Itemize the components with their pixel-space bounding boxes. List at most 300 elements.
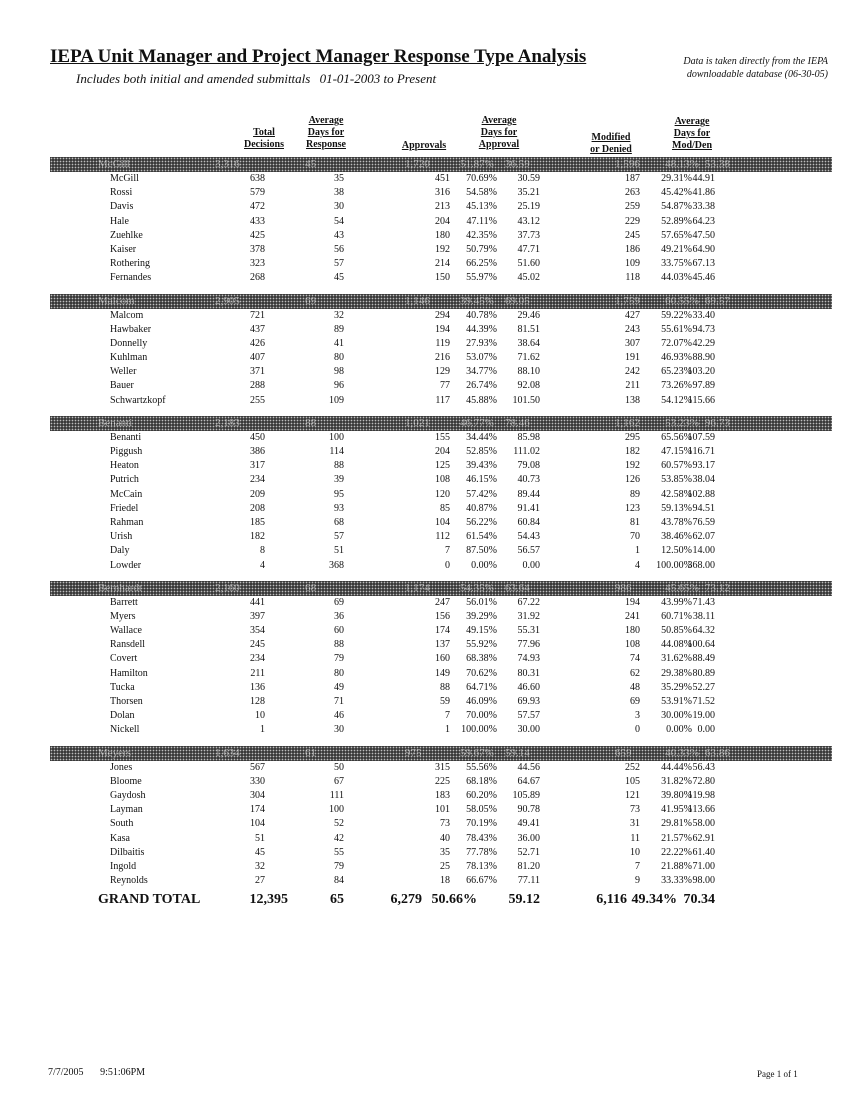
cell-modified-pct: 29.81% [661, 818, 692, 830]
table-row [50, 544, 832, 558]
cell-avg-days-response: 42 [334, 832, 344, 844]
cell-total-decisions: 437 [250, 323, 265, 335]
cell-avg-days-approval: 52.71 [517, 846, 540, 858]
cell-avg-days-mod-den: 71.43 [692, 596, 715, 608]
cell-modified-denied: 48 [630, 681, 640, 693]
cell-name: Jones [110, 761, 133, 773]
cell-approvals-pct: 53.07% [466, 352, 497, 364]
band-name: Benanti [98, 416, 133, 429]
cell-modified-pct: 60.57% [661, 460, 692, 472]
cell-total-decisions: 1 [260, 724, 265, 736]
cell-approvals: 316 [435, 187, 450, 199]
cell-avg-days-approval: 56.57 [517, 545, 540, 557]
table-row [50, 667, 832, 681]
data-source-note: Data is taken directly from the IEPA downloadable database (06-30-05) [683, 56, 828, 80]
cell-avg-days-mod-den: 107.59 [687, 431, 715, 443]
table-row [50, 596, 832, 610]
cell-total-decisions: 255 [250, 394, 265, 406]
cell-approvals-pct: 66.67% [466, 875, 497, 887]
cell-avg-days-mod-den: 62.07 [692, 531, 715, 543]
cell-avg-days-approval: 77.11 [517, 875, 540, 887]
cell-avg-days-response: 54 [334, 215, 344, 227]
band-name: Bernhardt [98, 581, 142, 594]
table-row [50, 516, 832, 530]
band-modified-denied: 1,162 [615, 416, 640, 429]
cell-modified-denied: 10 [630, 846, 640, 858]
band-avg-days-mod-den: 73.12 [705, 581, 730, 594]
cell-name: Hawbaker [110, 323, 152, 335]
cell-approvals: 88 [440, 681, 450, 693]
cell-name: Dilbaitis [110, 846, 145, 858]
cell-name: Bauer [110, 380, 134, 392]
cell-total-decisions: 317 [250, 460, 265, 472]
band-approvals-pct: 51.87% [460, 158, 494, 170]
cell-total-decisions: 268 [250, 272, 265, 284]
band-name: Meyers [98, 746, 131, 759]
cell-approvals-pct: 55.97% [466, 272, 497, 284]
cell-approvals: 18 [440, 875, 450, 887]
cell-modified-pct: 43.78% [661, 516, 692, 528]
cell-avg-days-mod-den: 67.13 [692, 258, 715, 270]
cell-approvals-pct: 61.54% [466, 531, 497, 543]
cell-name: Myers [110, 610, 136, 622]
cell-approvals: 7 [445, 545, 450, 557]
table-row [50, 832, 832, 846]
band-modified-pct: 48.13% [665, 158, 699, 170]
cell-modified-denied: 182 [625, 446, 640, 457]
table-row [50, 229, 832, 243]
cell-modified-pct: 54.12% [661, 394, 692, 406]
cell-modified-denied: 69 [630, 696, 640, 707]
cell-approvals-pct: 47.11% [466, 215, 497, 227]
cell-avg-days-response: 57 [334, 258, 344, 270]
band-avg-days-response: 45 [305, 158, 316, 170]
subtitle-scope: Includes both initial and amended submittals [76, 71, 311, 86]
cell-name: Reynolds [110, 875, 148, 887]
cell-avg-days-response: 46 [334, 710, 344, 722]
grand-total-modified: 6,116 [596, 892, 627, 907]
cell-modified-pct: 44.44% [661, 761, 692, 773]
cell-avg-days-response: 98 [334, 366, 344, 378]
cell-modified-pct: 29.38% [661, 667, 692, 679]
cell-avg-days-response: 88 [334, 639, 344, 651]
cell-approvals-pct: 34.77% [466, 366, 497, 378]
cell-name: McGill [110, 173, 139, 184]
cell-avg-days-approval: 30.59 [517, 173, 540, 184]
cell-name: Hale [110, 215, 129, 227]
cell-modified-pct: 53.85% [661, 474, 692, 486]
table-row [50, 323, 832, 337]
cell-modified-denied: 243 [625, 323, 640, 335]
table-row [50, 445, 832, 459]
cell-avg-days-mod-den: 14.00 [692, 545, 715, 557]
cell-approvals: 155 [435, 431, 450, 443]
cell-avg-days-response: 60 [334, 625, 344, 637]
cell-approvals-pct: 42.35% [466, 229, 497, 241]
cell-avg-days-mod-den: 115.66 [687, 394, 715, 406]
cell-avg-days-mod-den: 72.80 [692, 775, 715, 787]
cell-total-decisions: 330 [250, 775, 265, 787]
band-avg-days-mod-den: 69.57 [705, 294, 730, 307]
cell-avg-days-mod-den: 0.00 [697, 724, 715, 736]
band-approvals-pct: 54.35% [460, 581, 494, 594]
cell-approvals-pct: 44.39% [466, 323, 497, 335]
cell-avg-days-approval: 30.00 [517, 724, 540, 736]
cell-modified-denied: 74 [630, 653, 640, 665]
cell-approvals: 204 [435, 446, 450, 457]
cell-approvals-pct: 78.43% [466, 832, 497, 844]
cell-approvals: 204 [435, 215, 450, 227]
band-avg-days-approval: 69.05 [505, 294, 530, 307]
band-avg-days-response: 61 [305, 746, 316, 759]
cell-avg-days-response: 49 [334, 681, 344, 693]
grand-total-decisions: 12,395 [249, 892, 288, 907]
band-modified-pct: 45.65% [665, 581, 699, 594]
cell-approvals: 0 [445, 559, 450, 571]
cell-modified-denied: 126 [625, 474, 640, 486]
cell-avg-days-response: 38 [334, 187, 344, 199]
cell-modified-pct: 54.87% [661, 201, 692, 213]
cell-avg-days-mod-den: 64.32 [692, 625, 715, 637]
cell-name: Layman [110, 804, 143, 816]
cell-avg-days-approval: 29.46 [517, 309, 540, 321]
cell-modified-pct: 49.21% [661, 243, 692, 255]
cell-approvals: 73 [440, 818, 450, 830]
cell-avg-days-mod-den: 94.73 [692, 323, 715, 335]
band-modified-denied: 1,596 [615, 158, 640, 170]
cell-approvals: 120 [435, 488, 450, 500]
cell-approvals: 85 [440, 502, 450, 514]
cell-name: Gaydosh [110, 789, 146, 801]
table-row [50, 337, 832, 351]
report-subtitle [76, 71, 442, 87]
cell-modified-denied: 4 [635, 559, 640, 571]
cell-avg-days-approval: 67.22 [517, 596, 540, 608]
cell-approvals-pct: 68.38% [466, 653, 497, 665]
cell-modified-pct: 47.15% [661, 446, 692, 457]
cell-avg-days-approval: 54.43 [517, 531, 540, 543]
cell-avg-days-response: 71 [334, 696, 344, 707]
cell-approvals-pct: 46.15% [466, 474, 497, 486]
cell-avg-days-mod-den: 102.88 [687, 488, 715, 500]
cell-name: Kaiser [110, 243, 137, 255]
cell-approvals-pct: 56.01% [466, 596, 497, 608]
cell-avg-days-response: 89 [334, 323, 344, 335]
cell-avg-days-approval: 89.44 [517, 488, 540, 500]
cell-approvals-pct: 57.42% [466, 488, 497, 500]
cell-modified-pct: 55.61% [661, 323, 692, 335]
cell-name: McCain [110, 488, 143, 500]
cell-avg-days-mod-den: 61.40 [692, 846, 715, 858]
cell-avg-days-mod-den: 56.43 [692, 761, 715, 773]
cell-avg-days-mod-den: 71.00 [692, 860, 715, 872]
band-total-decisions: 2,183 [215, 416, 240, 429]
cell-name: Rothering [110, 258, 150, 270]
col-header-approvals: Approvals [401, 140, 447, 151]
col-header-avg-days-mod-den: Average Days for Mod/Den [672, 116, 712, 151]
band-modified-pct: 40.33% [665, 746, 699, 759]
cell-modified-denied: 121 [625, 789, 640, 801]
cell-modified-pct: 30.00% [661, 710, 692, 722]
cell-avg-days-response: 30 [334, 724, 344, 736]
band-modified-pct: 53.23% [665, 416, 699, 429]
cell-avg-days-approval: 74.93 [517, 653, 540, 665]
cell-avg-days-approval: 47.71 [517, 243, 540, 255]
band-avg-days-response: 88 [305, 416, 316, 429]
cell-total-decisions: 407 [250, 352, 265, 364]
cell-avg-days-approval: 69.93 [517, 696, 540, 707]
cell-modified-pct: 42.58% [661, 488, 692, 500]
cell-avg-days-approval: 80.31 [517, 667, 540, 679]
cell-total-decisions: 323 [250, 258, 265, 270]
cell-approvals-pct: 40.87% [466, 502, 497, 514]
group-summary-band [50, 746, 832, 761]
band-avg-days-approval: 59.14 [505, 746, 530, 759]
cell-avg-days-response: 45 [334, 272, 344, 284]
cell-modified-pct: 60.71% [661, 610, 692, 622]
cell-modified-pct: 41.95% [661, 804, 692, 816]
cell-modified-denied: 263 [625, 187, 640, 199]
cell-avg-days-response: 68 [334, 516, 344, 528]
cell-total-decisions: 185 [250, 516, 265, 528]
table-row [50, 186, 832, 200]
band-approvals-pct: 39.45% [460, 294, 494, 307]
cell-approvals: 117 [435, 394, 450, 406]
cell-modified-pct: 12.50% [661, 545, 692, 557]
cell-name: Bloome [110, 775, 142, 787]
band-approvals: 1,174 [405, 581, 430, 594]
cell-modified-denied: 252 [625, 761, 640, 773]
cell-avg-days-response: 39 [334, 474, 344, 486]
cell-total-decisions: 182 [250, 531, 265, 543]
cell-name: Wallace [110, 625, 142, 637]
cell-approvals: 213 [435, 201, 450, 213]
cell-modified-denied: 241 [625, 610, 640, 622]
cell-avg-days-approval: 37.73 [517, 229, 540, 241]
cell-approvals: 156 [435, 610, 450, 622]
cell-avg-days-mod-den: 103.20 [687, 366, 715, 378]
cell-approvals: 214 [435, 258, 450, 270]
cell-avg-days-mod-den: 33.38 [692, 201, 715, 213]
cell-modified-denied: 89 [630, 488, 640, 500]
cell-total-decisions: 27 [255, 875, 265, 887]
cell-avg-days-approval: 85.98 [517, 431, 540, 443]
cell-avg-days-approval: 79.08 [517, 460, 540, 472]
cell-name: Weller [110, 366, 137, 378]
cell-avg-days-mod-den: 47.50 [692, 229, 715, 241]
cell-modified-denied: 62 [630, 667, 640, 679]
cell-approvals-pct: 45.13% [466, 201, 497, 213]
cell-modified-pct: 72.07% [661, 337, 692, 349]
cell-modified-pct: 57.65% [661, 229, 692, 241]
cell-modified-pct: 59.22% [661, 309, 692, 321]
cell-avg-days-mod-den: 38.04 [692, 474, 715, 486]
band-avg-days-approval: 36.59 [505, 158, 530, 170]
cell-modified-denied: 191 [625, 352, 640, 364]
cell-total-decisions: 10 [255, 710, 265, 722]
cell-approvals: 180 [435, 229, 450, 241]
cell-name: Malcom [110, 309, 144, 321]
table-row [50, 394, 832, 408]
cell-avg-days-mod-den: 88.49 [692, 653, 715, 665]
grand-total-avg-mod-den: 70.34 [683, 892, 715, 907]
table-row [50, 243, 832, 257]
cell-avg-days-mod-den: 38.11 [692, 610, 715, 622]
page-number: Page 1 of 1 [757, 1069, 798, 1079]
cell-modified-denied: 187 [625, 173, 640, 184]
band-modified-denied: 659 [615, 746, 632, 759]
cell-avg-days-approval: 57.57 [517, 710, 540, 722]
cell-name: Heaton [110, 460, 139, 472]
cell-name: Lowder [110, 559, 142, 571]
cell-avg-days-approval: 46.60 [517, 681, 540, 693]
cell-modified-pct: 21.88% [661, 860, 692, 872]
band-avg-days-mod-den: 53.38 [705, 158, 730, 170]
cell-modified-denied: 108 [625, 639, 640, 651]
table-row [50, 530, 832, 544]
cell-name: Thorsen [110, 696, 143, 707]
cell-modified-denied: 109 [625, 258, 640, 270]
band-avg-days-response: 69 [305, 294, 316, 307]
cell-approvals-pct: 55.56% [466, 761, 497, 773]
table-row [50, 846, 832, 860]
cell-avg-days-response: 69 [334, 596, 344, 608]
grand-total-avg-approval: 59.12 [508, 892, 540, 907]
band-total-decisions: 2,905 [215, 294, 240, 307]
cell-approvals: 194 [435, 323, 450, 335]
cell-avg-days-approval: 71.62 [517, 352, 540, 364]
cell-modified-denied: 70 [630, 531, 640, 543]
table-row [50, 379, 832, 393]
cell-approvals-pct: 45.88% [466, 394, 497, 406]
cell-avg-days-mod-den: 116.71 [687, 446, 715, 457]
table-row [50, 652, 832, 666]
cell-modified-denied: 427 [625, 309, 640, 321]
table-row [50, 681, 832, 695]
cell-avg-days-approval: 36.00 [517, 832, 540, 844]
cell-avg-days-approval: 45.02 [517, 272, 540, 284]
cell-name: South [110, 818, 134, 830]
cell-name: Rossi [110, 187, 133, 199]
cell-approvals: 174 [435, 625, 450, 637]
cell-avg-days-response: 96 [334, 380, 344, 392]
cell-avg-days-response: 84 [334, 875, 344, 887]
cell-name: Davis [110, 201, 134, 213]
cell-avg-days-response: 368 [329, 559, 344, 571]
cell-name: Urish [110, 531, 133, 543]
table-row [50, 488, 832, 502]
report-title: IEPA Unit Manager and Project Manager Response Type Analysis [50, 46, 587, 67]
group-summary-band [50, 294, 832, 309]
cell-avg-days-response: 88 [334, 460, 344, 472]
cell-avg-days-response: 51 [334, 545, 344, 557]
cell-approvals: 150 [435, 272, 450, 284]
cell-total-decisions: 211 [250, 667, 265, 679]
cell-approvals: 137 [435, 639, 450, 651]
cell-avg-days-approval: 35.21 [517, 187, 540, 199]
band-name: McGill [98, 158, 130, 170]
cell-modified-pct: 43.99% [661, 596, 692, 608]
cell-approvals-pct: 87.50% [466, 545, 497, 557]
table-row [50, 803, 832, 817]
cell-avg-days-approval: 105.89 [512, 789, 540, 801]
cell-modified-denied: 229 [625, 215, 640, 227]
cell-avg-days-response: 95 [334, 488, 344, 500]
cell-modified-pct: 33.33% [661, 875, 692, 887]
group-summary-band [50, 416, 832, 431]
cell-modified-denied: 242 [625, 366, 640, 378]
cell-avg-days-response: 32 [334, 309, 344, 321]
cell-approvals: 315 [435, 761, 450, 773]
cell-name: Schwartzkopf [110, 394, 166, 406]
col-header-modified-denied: Modified or Denied [590, 132, 632, 155]
cell-avg-days-approval: 43.12 [517, 215, 540, 227]
cell-approvals: 108 [435, 474, 450, 486]
cell-total-decisions: 51 [255, 832, 265, 844]
band-avg-days-approval: 78.46 [505, 416, 530, 429]
cell-modified-pct: 52.89% [661, 215, 692, 227]
cell-approvals: 7 [445, 710, 450, 722]
cell-avg-days-response: 30 [334, 201, 344, 213]
cell-avg-days-mod-den: 100.64 [687, 639, 715, 651]
cell-modified-denied: 245 [625, 229, 640, 241]
cell-total-decisions: 136 [250, 681, 265, 693]
cell-modified-denied: 9 [635, 875, 640, 887]
cell-avg-days-approval: 88.10 [517, 366, 540, 378]
cell-total-decisions: 288 [250, 380, 265, 392]
cell-name: Friedel [110, 502, 139, 514]
cell-approvals-pct: 60.20% [466, 789, 497, 801]
cell-avg-days-response: 80 [334, 352, 344, 364]
cell-avg-days-response: 35 [334, 173, 344, 184]
cell-approvals-pct: 39.29% [466, 610, 497, 622]
cell-name: Tucka [110, 681, 135, 693]
cell-approvals-pct: 34.44% [466, 431, 497, 443]
cell-avg-days-approval: 0.00 [522, 559, 540, 571]
cell-modified-pct: 31.82% [661, 775, 692, 787]
cell-approvals: 25 [440, 860, 450, 872]
cell-modified-denied: 180 [625, 625, 640, 637]
cell-approvals: 129 [435, 366, 450, 378]
cell-total-decisions: 386 [250, 446, 265, 457]
col-header-avg-days-approval: Average Days for Approval [478, 115, 520, 150]
cell-total-decisions: 174 [250, 804, 265, 816]
table-row [50, 695, 832, 709]
table-row [50, 709, 832, 723]
cell-total-decisions: 425 [250, 229, 265, 241]
response-analysis-table [50, 157, 832, 888]
cell-name: Dolan [110, 710, 135, 722]
cell-modified-pct: 22.22% [661, 846, 692, 858]
cell-approvals-pct: 40.78% [466, 309, 497, 321]
cell-avg-days-approval: 101.50 [512, 394, 540, 406]
cell-modified-denied: 73 [630, 804, 640, 816]
cell-total-decisions: 378 [250, 243, 265, 255]
cell-modified-pct: 65.23% [661, 366, 692, 378]
table-row [50, 789, 832, 803]
cell-avg-days-response: 100 [329, 804, 344, 816]
cell-total-decisions: 245 [250, 639, 265, 651]
cell-approvals-pct: 46.09% [466, 696, 497, 707]
subtitle-date-range: 01-01-2003 to Present [319, 71, 437, 86]
cell-approvals: 112 [435, 531, 450, 543]
cell-avg-days-response: 114 [329, 446, 344, 457]
cell-name: Donnelly [110, 337, 148, 349]
group-summary-band [50, 157, 832, 172]
band-approvals-pct: 46.77% [460, 416, 494, 429]
cell-approvals: 59 [440, 696, 450, 707]
cell-modified-pct: 21.57% [661, 832, 692, 844]
